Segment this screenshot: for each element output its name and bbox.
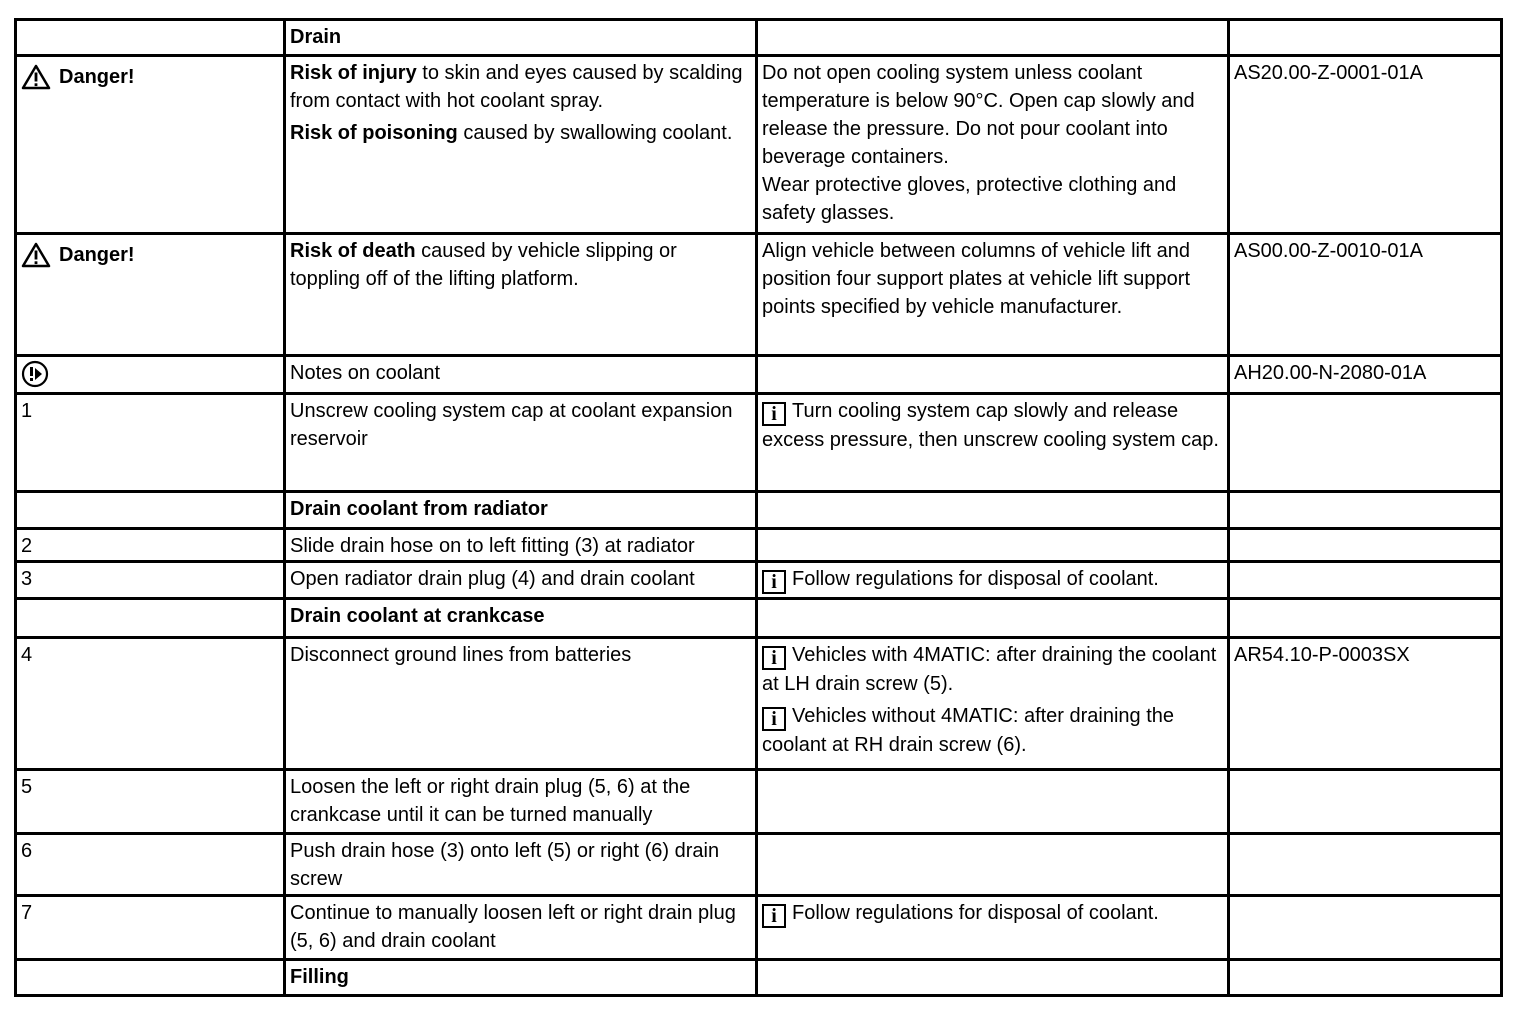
step-info: i Follow regulations for disposal of coolant.: [757, 562, 1229, 599]
risk-description: [285, 56, 757, 234]
info-icon: i: [762, 646, 786, 670]
cell-empty: [757, 960, 1229, 996]
cell-empty: [757, 20, 1229, 56]
cell-empty: [1229, 20, 1502, 56]
step-number: 2: [16, 529, 285, 562]
cell-empty: [16, 20, 285, 56]
table-row: [16, 56, 1502, 234]
notes-on-coolant: Notes on coolant: [285, 356, 757, 394]
table-row: [16, 20, 1502, 56]
cell-empty: [16, 599, 285, 638]
warning-triangle-icon: [21, 242, 51, 268]
table-row: [16, 960, 1502, 996]
cell-empty: [757, 770, 1229, 834]
cell-empty: [1229, 896, 1502, 960]
table-row: [16, 834, 1502, 896]
table-row: [16, 356, 1502, 394]
reference-code: AH20.00-N-2080-01A: [1229, 356, 1502, 394]
cell-empty: [1229, 834, 1502, 896]
section-title-filling: Filling: [285, 960, 757, 996]
step-info: i Follow regulations for disposal of coolant.: [757, 896, 1229, 960]
info-note-non-4matic: i Vehicles without 4MATIC: after draining the coolant at RH drain screw (6).: [762, 705, 1175, 756]
danger-label: Danger!: [21, 59, 135, 91]
step-number: 5: [16, 770, 285, 834]
table-row: [16, 770, 1502, 834]
table-row: [16, 599, 1502, 638]
procedure-table: [14, 18, 1503, 997]
danger-cell: [16, 234, 285, 356]
table-row: [16, 562, 1502, 599]
section-title-crankcase: Drain coolant at crankcase: [285, 599, 757, 638]
note-cell: [16, 356, 285, 394]
info-icon: i: [762, 570, 786, 594]
cell-empty: [757, 834, 1229, 896]
note-circle-icon: [21, 360, 49, 388]
reference-code: AS20.00-Z-0001-01A: [1229, 56, 1502, 234]
cell-empty: [16, 960, 285, 996]
cell-empty: [757, 492, 1229, 529]
cell-empty: [1229, 529, 1502, 562]
cell-empty: [1229, 492, 1502, 529]
safety-instructions: Do not open cooling system unless coolant temperature is below 90°C. Open cap slowly and release the pressure. Do not pour coolant into beverage containers. Wear protective gloves, protective clothing and safety glasses.: [757, 56, 1229, 234]
step-info: i Turn cooling system cap slowly and release excess pressure, then unscrew cooling system cap.: [757, 394, 1229, 492]
step-action: Slide drain hose on to left fitting (3) at radiator: [285, 529, 757, 562]
cell-empty: [757, 529, 1229, 562]
table-row: [16, 638, 1502, 770]
info-icon: i: [762, 402, 786, 426]
cell-empty: [1229, 394, 1502, 492]
risk-death: Risk of death caused by vehicle slipping or toppling off of the lifting platform.: [290, 240, 677, 290]
info-icon: i: [762, 707, 786, 731]
table-row: [16, 492, 1502, 529]
step-number: 4: [16, 638, 285, 770]
cell-empty: [757, 599, 1229, 638]
cell-empty: [1229, 770, 1502, 834]
step-action: Loosen the left or right drain plug (5, 6) at the crankcase until it can be turned manually: [285, 770, 757, 834]
cell-empty: [16, 492, 285, 529]
risk-description: [285, 234, 757, 356]
info-note-4matic: i Vehicles with 4MATIC: after draining the coolant at LH drain screw (5).: [762, 644, 1217, 695]
section-title-radiator: Drain coolant from radiator: [285, 492, 757, 529]
table-row: [16, 234, 1502, 356]
risk-injury: Risk of injury to skin and eyes caused by scalding from contact with hot coolant spray.: [290, 62, 743, 112]
safety-instructions: Align vehicle between columns of vehicle lift and position four support plates at vehicle lift support points specified by vehicle manufacturer.: [757, 234, 1229, 356]
table-row: [16, 529, 1502, 562]
step-action: Open radiator drain plug (4) and drain coolant: [285, 562, 757, 599]
step-action: Push drain hose (3) onto left (5) or right (6) drain screw: [285, 834, 757, 896]
step-number: 6: [16, 834, 285, 896]
table-row: [16, 394, 1502, 492]
section-title-drain: Drain: [285, 20, 757, 56]
cell-empty: [1229, 599, 1502, 638]
step-action: Unscrew cooling system cap at coolant expansion reservoir: [285, 394, 757, 492]
step-number: 3: [16, 562, 285, 599]
step-info: [757, 638, 1229, 770]
warning-triangle-icon: [21, 64, 51, 90]
reference-code: AS00.00-Z-0010-01A: [1229, 234, 1502, 356]
cell-empty: [1229, 562, 1502, 599]
danger-label: Danger!: [21, 237, 135, 269]
step-number: 7: [16, 896, 285, 960]
step-action: Continue to manually loosen left or right drain plug (5, 6) and drain coolant: [285, 896, 757, 960]
step-number: 1: [16, 394, 285, 492]
danger-cell: [16, 56, 285, 234]
info-icon: i: [762, 904, 786, 928]
risk-poisoning: Risk of poisoning caused by swallowing coolant.: [290, 122, 733, 144]
step-action: Disconnect ground lines from batteries: [285, 638, 757, 770]
cell-empty: [757, 356, 1229, 394]
cell-empty: [1229, 960, 1502, 996]
table-row: [16, 896, 1502, 960]
reference-code: AR54.10-P-0003SX: [1229, 638, 1502, 770]
